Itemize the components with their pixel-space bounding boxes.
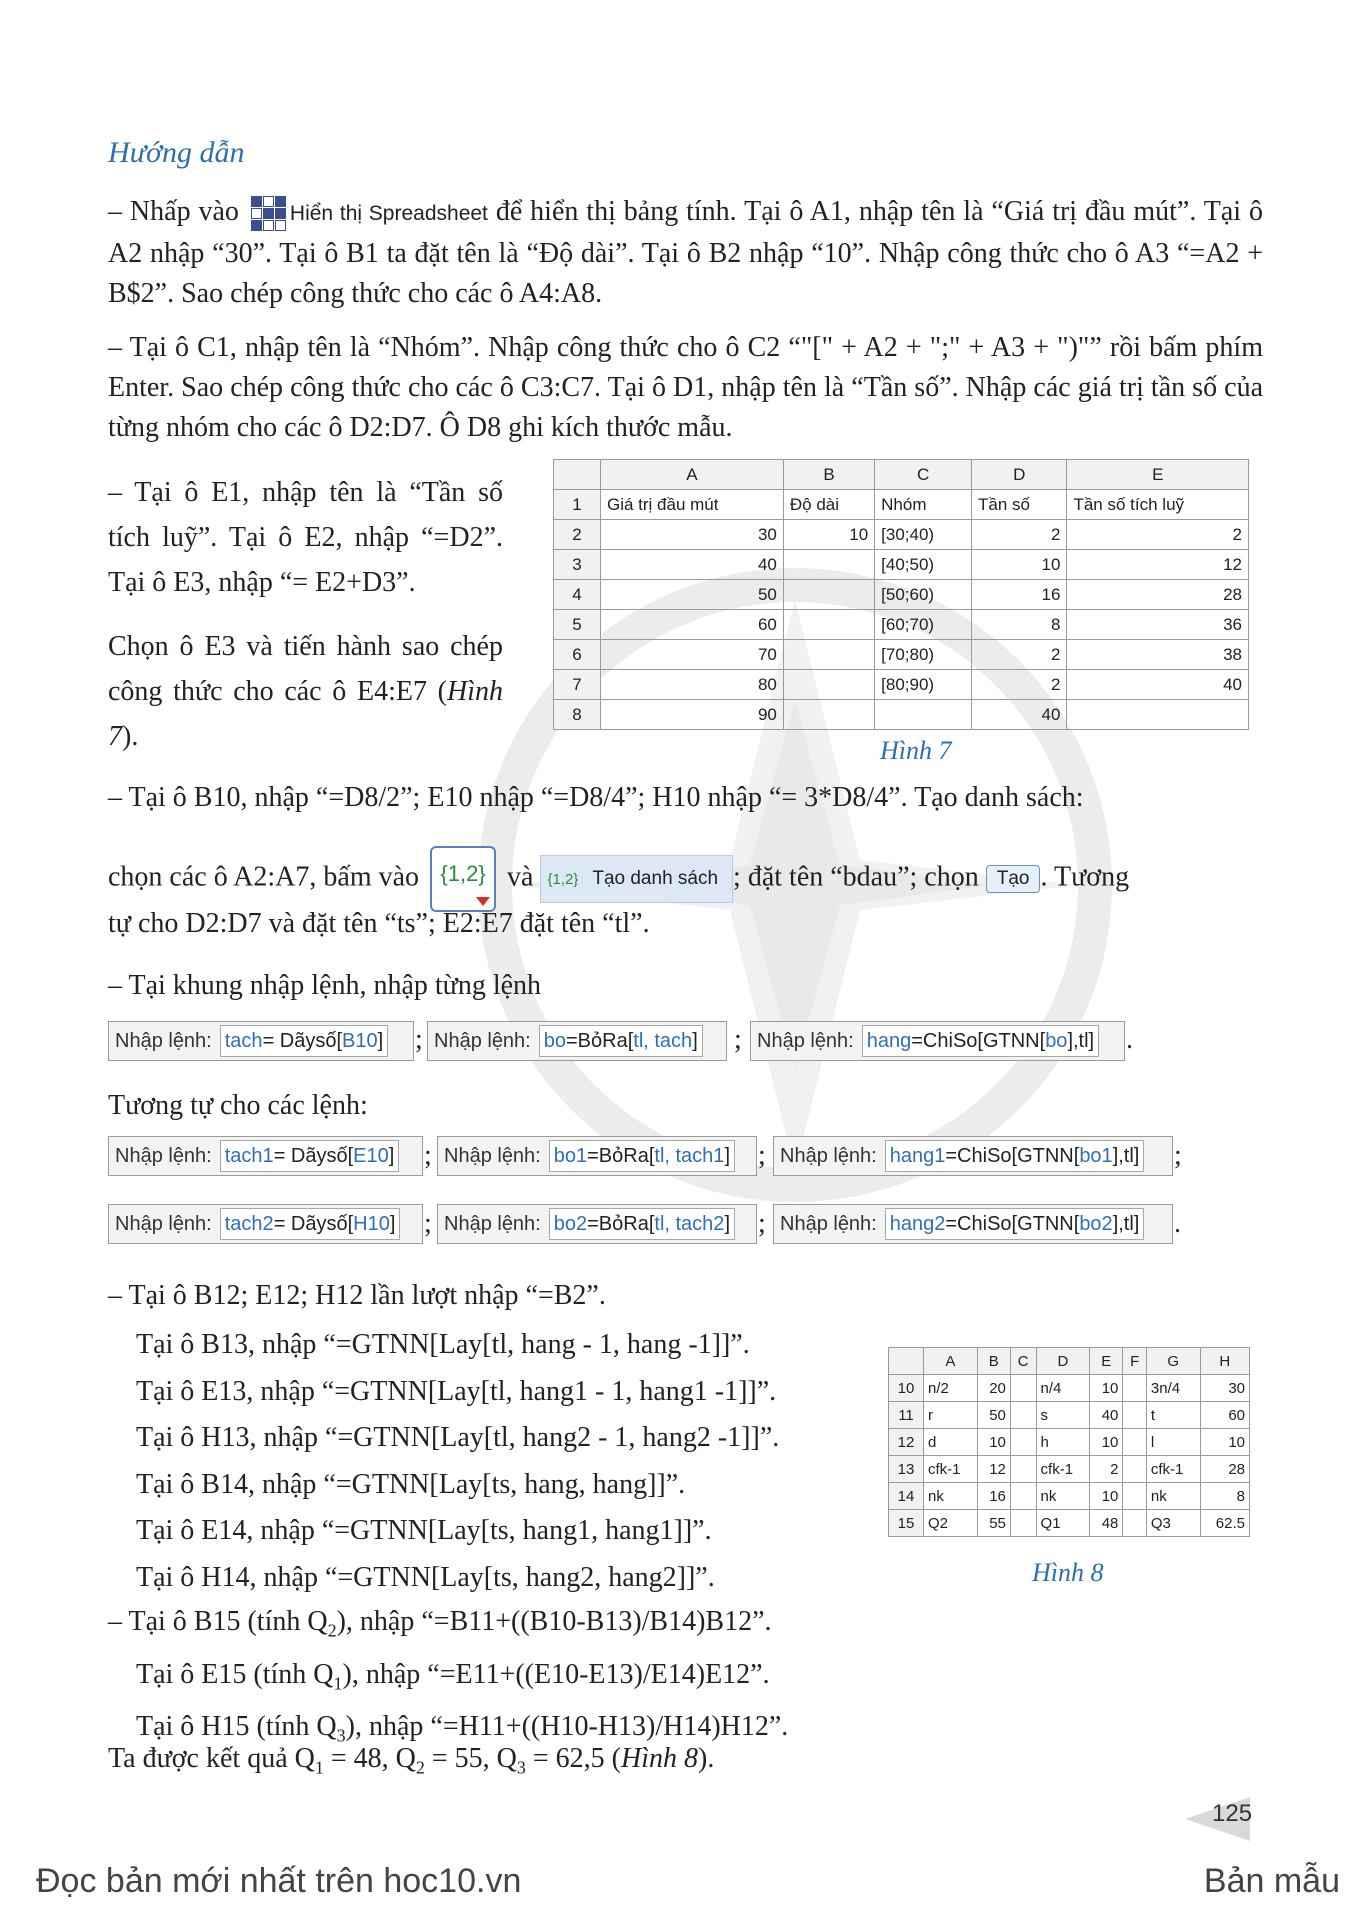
quartile-step: – Tại ô B15 (tính $Q_2$), nhập “=B11+((B10-B13)/B14)B12”. xyxy=(108,1606,772,1641)
col-header: D xyxy=(972,460,1067,490)
row-header: 3 xyxy=(554,550,601,580)
table-cell: 2 xyxy=(1067,520,1249,550)
table-cell xyxy=(1010,1456,1036,1483)
table-row xyxy=(889,1483,1250,1510)
table-cell: 12 xyxy=(1067,550,1249,580)
table-cell: 50 xyxy=(601,580,784,610)
footer-sample-label: Bản mẫu xyxy=(1203,1862,1340,1900)
table-cell xyxy=(1010,1402,1036,1429)
table-cell: 2 xyxy=(972,640,1067,670)
table-cell: h xyxy=(1036,1429,1090,1456)
table-cell: 36 xyxy=(1067,610,1249,640)
table-row xyxy=(889,1429,1250,1456)
table-cell: Q2 xyxy=(924,1510,978,1537)
table-cell: 16 xyxy=(972,580,1067,610)
row-header: 12 xyxy=(889,1429,924,1456)
list-icon: {1,2} xyxy=(547,871,579,888)
table-cell: 10 xyxy=(783,520,874,550)
table-cell: 40 xyxy=(1090,1402,1123,1429)
table-cell xyxy=(783,640,874,670)
table-cell: Q3 xyxy=(1146,1510,1200,1537)
table-cell: 10 xyxy=(977,1429,1010,1456)
table-row xyxy=(554,700,1249,730)
col-header: A xyxy=(924,1348,978,1375)
table-cell: [70;80) xyxy=(875,640,972,670)
table-row xyxy=(554,550,1249,580)
col-header: B xyxy=(783,460,874,490)
table-cell: 8 xyxy=(1200,1483,1249,1510)
table-cell: 70 xyxy=(601,640,784,670)
table-cell: r xyxy=(924,1402,978,1429)
instruction-paragraph-7: tự cho D2:D7 và đặt tên “ts”; E2:E7 đặt tên “tl”. xyxy=(108,908,650,939)
table-cell: [80;90) xyxy=(875,670,972,700)
table-cell: 62.5 xyxy=(1200,1510,1249,1537)
instruction-paragraph-10: – Tại ô B12; E12; H12 lần lượt nhập “=B2”. xyxy=(108,1280,606,1311)
formula-step: Tại ô B14, nhập “=GTNN[Lay[ts, hang, hang]]”. xyxy=(136,1468,686,1500)
table-cell: 40 xyxy=(1067,670,1249,700)
table-cell: 10 xyxy=(1200,1429,1249,1456)
table-cell xyxy=(1010,1429,1036,1456)
row-header: 15 xyxy=(889,1510,924,1537)
table-cell: 10 xyxy=(1090,1375,1123,1402)
table-cell: 2 xyxy=(972,670,1067,700)
table-cell xyxy=(783,580,874,610)
table-cell: 2 xyxy=(1090,1456,1123,1483)
table-cell: d xyxy=(924,1429,978,1456)
table-row xyxy=(554,640,1249,670)
instruction-paragraph-9: Tương tự cho các lệnh: xyxy=(108,1090,368,1121)
col-header: E xyxy=(1067,460,1249,490)
list-tool-button[interactable]: {1,2} xyxy=(430,846,496,912)
table-row xyxy=(554,580,1249,610)
instruction-paragraph-3: – Tại ô E1, nhập tên là “Tần số tích luỹ”. Tại ô E2, nhập “=D2”. Tại ô E3, nhập “= E2+D3”. xyxy=(108,477,503,598)
formula-step: Tại ô E14, nhập “=GTNN[Lay[ts, hang1, hang1]]”. xyxy=(136,1515,712,1546)
table-row xyxy=(554,670,1249,700)
table-cell: 10 xyxy=(1090,1429,1123,1456)
table-cell: n/4 xyxy=(1036,1375,1090,1402)
table-cell: 10 xyxy=(1090,1483,1123,1510)
table-cell xyxy=(1010,1483,1036,1510)
table-cell: 28 xyxy=(1067,580,1249,610)
table-cell xyxy=(1067,700,1249,730)
table-row xyxy=(889,1510,1250,1537)
row-header: 7 xyxy=(554,670,601,700)
table-cell: 28 xyxy=(1200,1456,1249,1483)
command-input-hang2[interactable]: Nhập lệnh: hang2 =ChiSo[GTNN[ bo2 ],tl] xyxy=(773,1204,1173,1244)
table-cell: Q1 xyxy=(1036,1510,1090,1537)
formula-step: Tại ô H14, nhập “=GTNN[Lay[ts, hang2, hang2]]”. xyxy=(136,1561,715,1593)
quartile-step: Tại ô E15 (tính $Q_1$), nhập “=E11+((E10-E13)/E14)E12”. xyxy=(136,1658,770,1694)
instruction-paragraph-2: – Tại ô C1, nhập tên là “Nhóm”. Nhập công thức cho ô C2 “"[" + A2 + ";" + A3 + ")"” rồi bấm phím Enter. Sao chép công thức cho các ô C3:C7. Tại ô D1, nhập tên là “Tần số”. Nhập các giá trị tần số của từng nhóm cho các ô D2:D7. Ô D8 ghi kích thước mẫu. xyxy=(108,332,1263,443)
table-cell xyxy=(1123,1402,1146,1429)
table-cell xyxy=(1123,1429,1146,1456)
table-cell xyxy=(783,550,874,580)
table-cell: 10 xyxy=(972,550,1067,580)
command-input-tach2[interactable]: Nhập lệnh: tach2 = Dãysố[ H10 ] xyxy=(108,1204,423,1244)
row-header: 14 xyxy=(889,1483,924,1510)
command-input-bo1[interactable]: Nhập lệnh: bo1 =BỏRa[ tl, tach1 ] xyxy=(437,1136,757,1176)
col-header: G xyxy=(1146,1348,1200,1375)
command-input-tach[interactable]: Nhập lệnh: tach = Dãysố[ B10 ] xyxy=(108,1021,414,1061)
table-cell: Giá trị đầu mút xyxy=(601,490,784,520)
quartile-step: Tại ô H15 (tính $Q_3$), nhập “=H11+((H10-H13)/H14)H12”. xyxy=(136,1711,789,1746)
table-cell xyxy=(1010,1510,1036,1537)
table-cell: 12 xyxy=(977,1456,1010,1483)
instruction-paragraph-8: – Tại khung nhập lệnh, nhập từng lệnh xyxy=(108,970,542,1001)
col-header xyxy=(889,1348,924,1375)
instruction-paragraph-4: Chọn ô E3 và tiến hành sao chép công thức cho các ô E4:E7 (Hình 7). xyxy=(108,631,503,752)
col-header: A xyxy=(601,460,784,490)
table-row xyxy=(554,520,1249,550)
table-cell: Độ dài xyxy=(783,490,874,520)
col-header: B xyxy=(977,1348,1010,1375)
table-cell: 90 xyxy=(601,700,784,730)
row-header: 11 xyxy=(889,1402,924,1429)
table-cell: cfk-1 xyxy=(924,1456,978,1483)
row-header: 8 xyxy=(554,700,601,730)
col-header: E xyxy=(1090,1348,1123,1375)
row-header: 6 xyxy=(554,640,601,670)
table-cell: l xyxy=(1146,1429,1200,1456)
table-cell xyxy=(783,610,874,640)
table-cell: [50;60) xyxy=(875,580,972,610)
table-cell: n/2 xyxy=(924,1375,978,1402)
table-cell: 48 xyxy=(1090,1510,1123,1537)
table-cell: 80 xyxy=(601,670,784,700)
table-cell: [30;40) xyxy=(875,520,972,550)
table-cell xyxy=(1123,1510,1146,1537)
table-cell: 3n/4 xyxy=(1146,1375,1200,1402)
table-cell xyxy=(875,700,972,730)
table-cell: s xyxy=(1036,1402,1090,1429)
table-row xyxy=(889,1402,1250,1429)
command-input-hang1[interactable]: Nhập lệnh: hang1 =ChiSo[GTNN[ bo1 ],tl] xyxy=(773,1136,1173,1176)
table-cell: nk xyxy=(1146,1483,1200,1510)
table-cell: 40 xyxy=(972,700,1067,730)
row-header: 10 xyxy=(889,1375,924,1402)
command-input-hang[interactable]: Nhập lệnh: hang =ChiSo[GTNN[ bo ],tl] xyxy=(750,1021,1125,1061)
table-cell: [40;50) xyxy=(875,550,972,580)
table-cell: nk xyxy=(1036,1483,1090,1510)
table-cell xyxy=(1123,1456,1146,1483)
command-input-tach1[interactable]: Nhập lệnh: tach1 = Dãysố[ E10 ] xyxy=(108,1136,423,1176)
command-input-bo2[interactable]: Nhập lệnh: bo2 =BỏRa[ tl, tach2 ] xyxy=(437,1204,757,1244)
col-header: C xyxy=(1010,1348,1036,1375)
table-cell: 30 xyxy=(1200,1375,1249,1402)
quartile-steps xyxy=(108,1600,788,1758)
table-row xyxy=(554,490,1249,520)
formula-step: Tại ô B13, nhập “=GTNN[Lay[tl, hang - 1, hang -1]]”. xyxy=(136,1329,750,1360)
col-header: H xyxy=(1200,1348,1249,1375)
figure-8-caption: Hình 8 xyxy=(1032,1558,1104,1587)
formula-step: Tại ô E13, nhập “=GTNN[Lay[tl, hang1 - 1, hang1 -1]]”. xyxy=(136,1375,777,1407)
command-input-bo[interactable]: Nhập lệnh: bo =BỏRa[ tl, tach ] xyxy=(427,1021,727,1061)
table-cell: 16 xyxy=(977,1483,1010,1510)
col-header: F xyxy=(1123,1348,1146,1375)
table-cell: [60;70) xyxy=(875,610,972,640)
row-header: 4 xyxy=(554,580,601,610)
figure-7-caption: Hình 7 xyxy=(880,736,952,765)
figure-8-spreadsheet xyxy=(888,1347,1250,1537)
formula-steps xyxy=(136,1322,779,1601)
create-list-menu-item[interactable]: {1,2} Tạo danh sách xyxy=(540,855,733,903)
col-header: D xyxy=(1036,1348,1090,1375)
table-cell: t xyxy=(1146,1402,1200,1429)
table-cell: 8 xyxy=(972,610,1067,640)
instruction-paragraph-5: – Tại ô B10, nhập “=D8/2”; E10 nhập “=D8/4”; H10 nhập “= 3*D8/4”. Tạo danh sách: xyxy=(108,782,1084,813)
col-header: C xyxy=(875,460,972,490)
table-cell xyxy=(1123,1483,1146,1510)
table-cell: Tần số tích luỹ xyxy=(1067,490,1249,520)
table-cell: cfk-1 xyxy=(1036,1456,1090,1483)
table-cell: Nhóm xyxy=(875,490,972,520)
row-header: 2 xyxy=(554,520,601,550)
table-row xyxy=(889,1375,1250,1402)
figure-7-spreadsheet xyxy=(553,459,1249,730)
section-heading: Hướng dẫn xyxy=(108,136,245,169)
table-row xyxy=(554,610,1249,640)
table-cell xyxy=(1123,1375,1146,1402)
table-cell: 60 xyxy=(601,610,784,640)
table-cell xyxy=(783,700,874,730)
table-cell: nk xyxy=(924,1483,978,1510)
table-cell xyxy=(1010,1375,1036,1402)
create-button[interactable]: Tạo xyxy=(986,865,1041,893)
table-cell: 2 xyxy=(972,520,1067,550)
table-cell: Tần số xyxy=(972,490,1067,520)
row-header: 1 xyxy=(554,490,601,520)
spreadsheet-icon xyxy=(251,196,286,231)
table-cell: 30 xyxy=(601,520,784,550)
table-cell: 60 xyxy=(1200,1402,1249,1429)
row-header: 5 xyxy=(554,610,601,640)
table-row xyxy=(889,1456,1250,1483)
result-line: Ta được kết quả $Q_1 = 48$, $Q_2 = 55$, $Q_3 = 62,5$ (Hình 8). xyxy=(108,1743,715,1778)
table-cell: 50 xyxy=(977,1402,1010,1429)
table-cell: 38 xyxy=(1067,640,1249,670)
row-header: 13 xyxy=(889,1456,924,1483)
table-cell: 40 xyxy=(601,550,784,580)
table-cell: 20 xyxy=(977,1375,1010,1402)
instruction-paragraph-6: chọn các ô A2:A7, bấm vào {1,2} và {1,2} Tạo danh sách ; đặt tên “bdau”; chọn Tạo . Tương xyxy=(108,846,1263,912)
table-cell: cfk-1 xyxy=(1146,1456,1200,1483)
footer-source-note: Đọc bản mới nhất trên hoc10.vn xyxy=(36,1862,522,1900)
formula-step: Tại ô H13, nhập “=GTNN[Lay[tl, hang2 - 1, hang2 -1]]”. xyxy=(136,1422,780,1453)
instruction-paragraph-1: – Nhấp vào Hiển thị Spreadsheet để hiển thị bảng tính. Tại ô A1, nhập tên là “Giá trị đầu mút”. Tại ô A2 nhập “30”. Tại ô B1 ta đặt tên là “Độ dài”. Tại ô B2 nhập “10”. Nhập công thức cho ô A3 “=A2 + B$2”. Sao chép công thức cho các ô A4:A8. xyxy=(108,196,1263,309)
page-number: 125 xyxy=(1212,1800,1253,1827)
spreadsheet-label: Hiển thị Spreadsheet xyxy=(289,202,488,225)
table-cell xyxy=(783,670,874,700)
table-cell: 55 xyxy=(977,1510,1010,1537)
